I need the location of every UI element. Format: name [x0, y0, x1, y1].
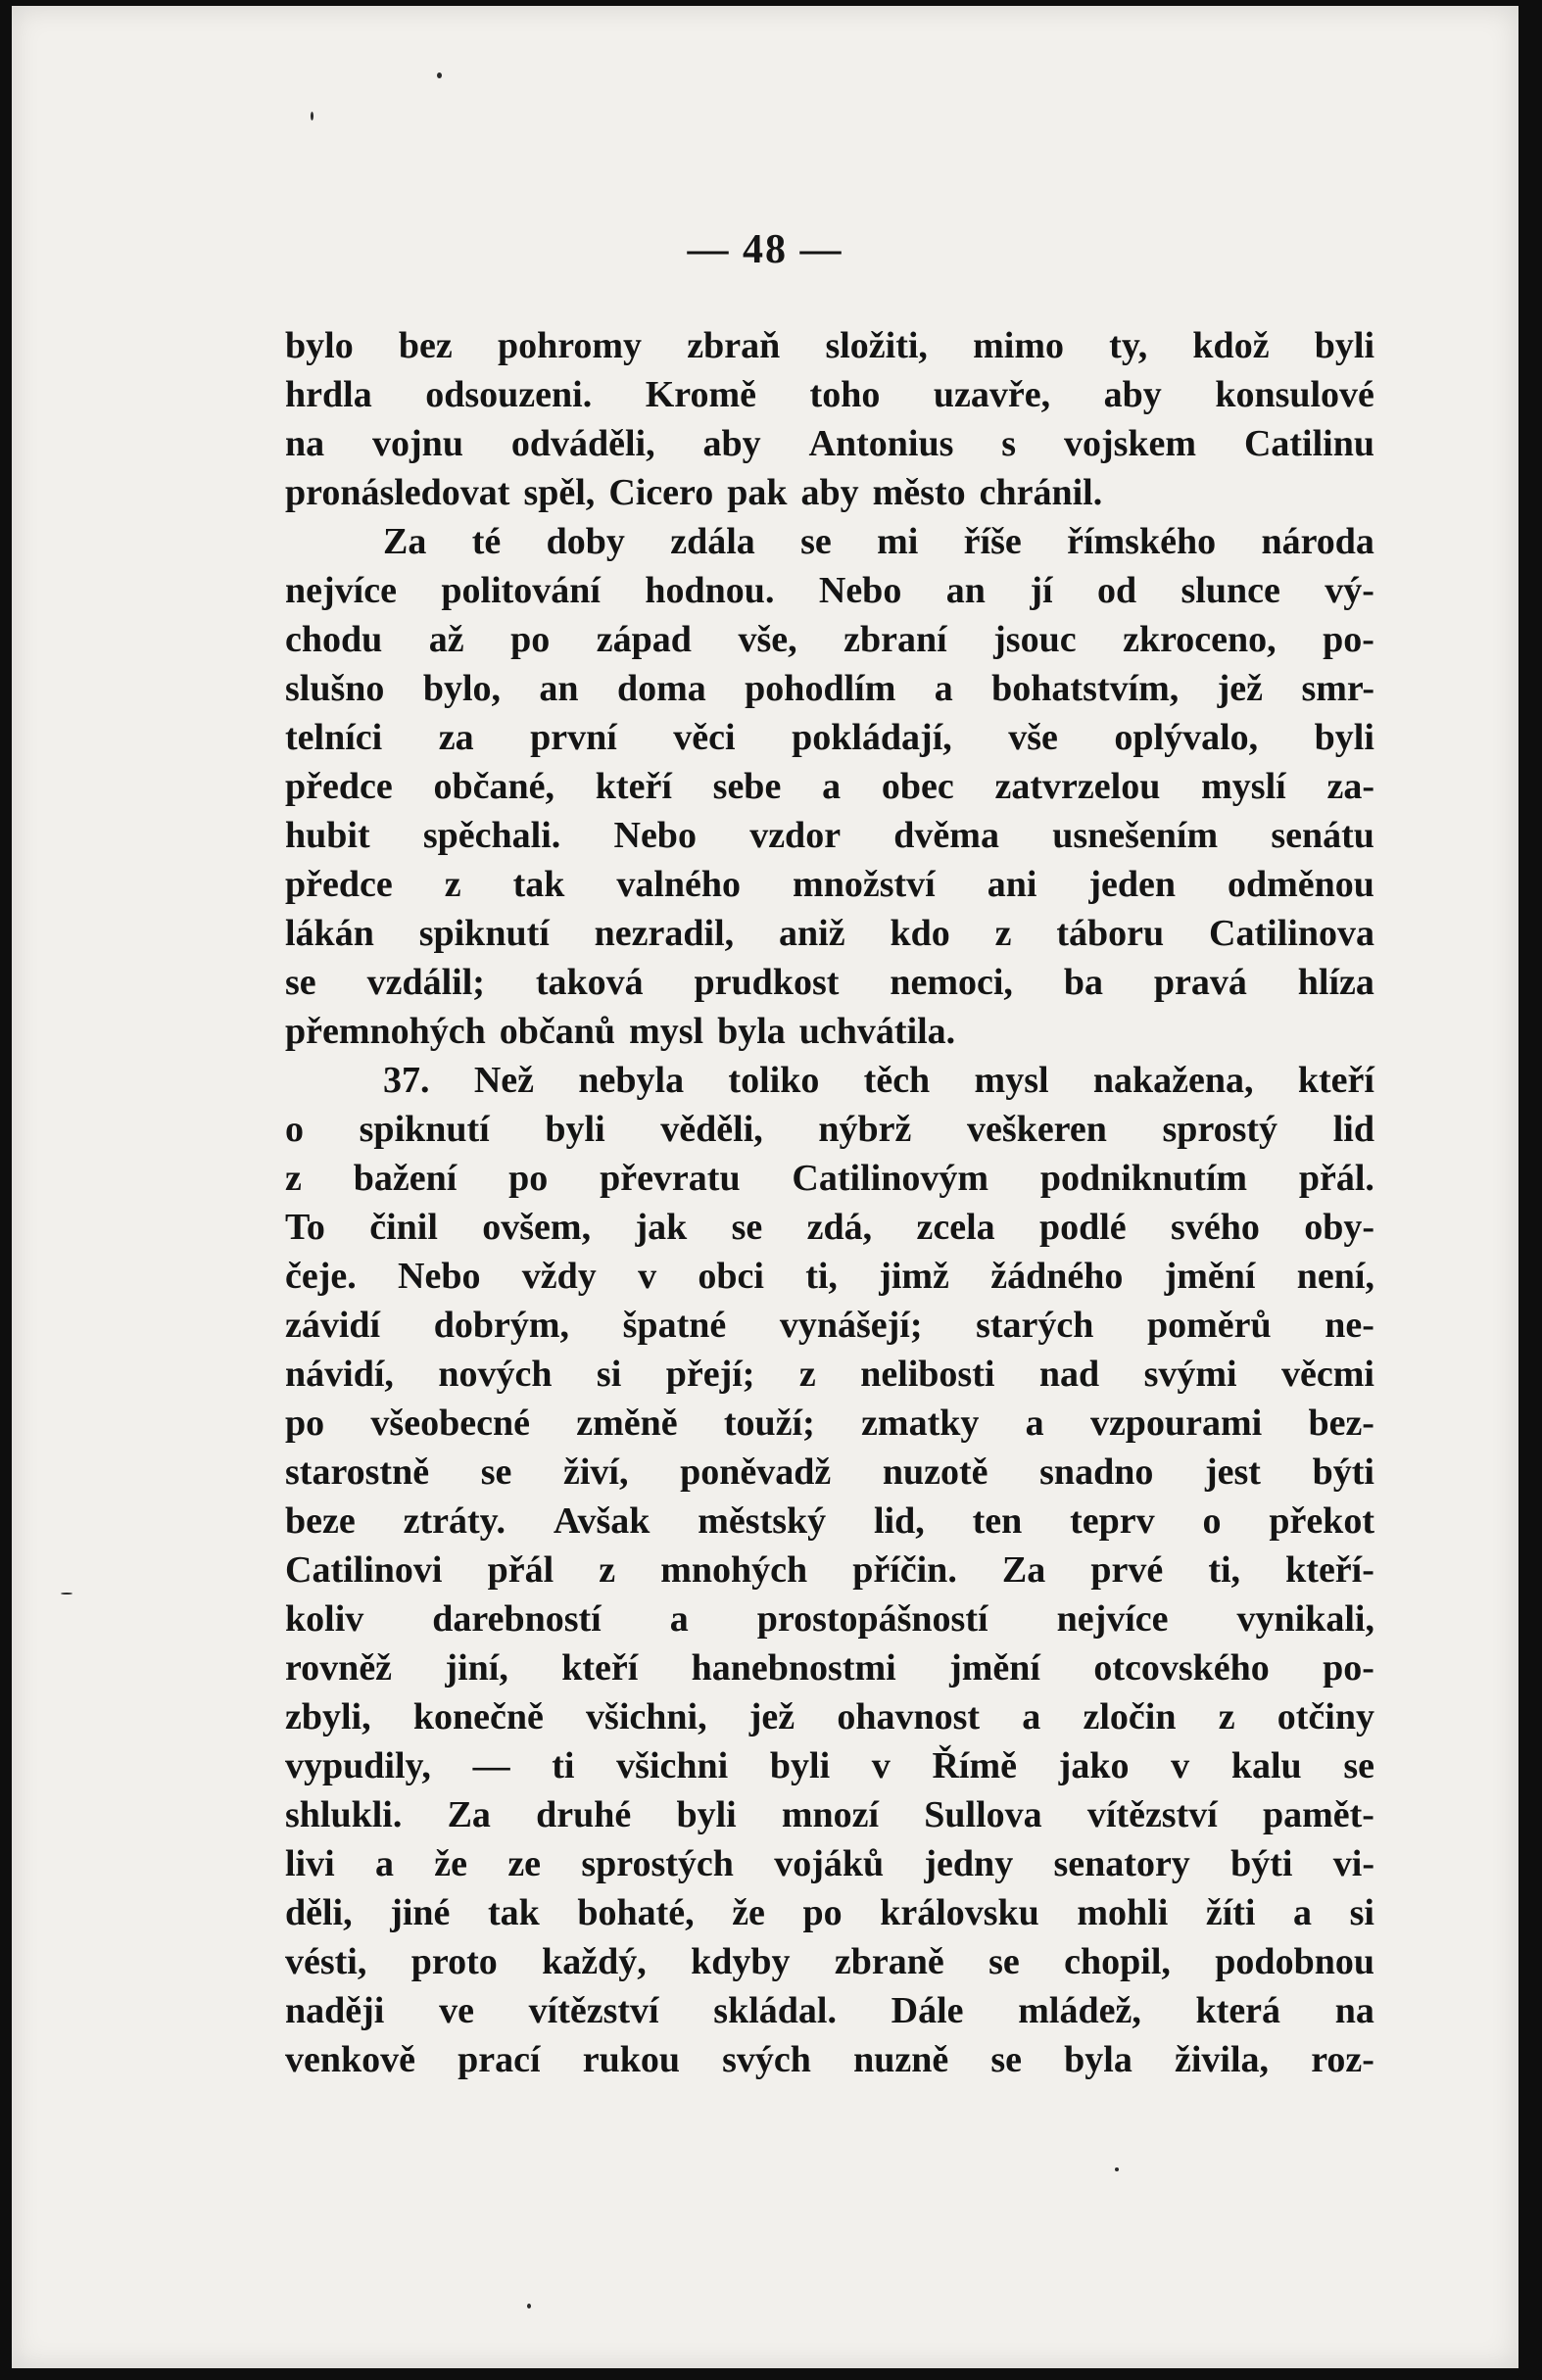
- text-line: lákán spiknutí nezradil, aniž kdo z táboru Catilinova: [285, 913, 1374, 954]
- speck: [61, 1593, 72, 1595]
- text-line: děli, jiné tak bohaté, že po královsku mohli žíti a si: [285, 1892, 1374, 1933]
- text-line: vypudily, — ti všichni byli v Římě jako v kalu se: [285, 1745, 1374, 1786]
- text-line: slušno bylo, an doma pohodlím a bohatstvím, jež smr-: [285, 668, 1374, 709]
- text-line: Za té doby zdála se mi říše římského národa: [383, 521, 1374, 562]
- page-number: — 48 —: [687, 227, 843, 272]
- text-line: po všeobecné změně touží; zmatky a vzpourami bez-: [285, 1403, 1374, 1444]
- text-line: předce občané, kteří sebe a obec zatvrzelou myslí za-: [285, 766, 1374, 807]
- speck: [311, 112, 313, 120]
- text-line: 37. Než nebyla toliko těch mysl nakažena, kteří: [383, 1060, 1374, 1101]
- text-line: návidí, nových si přejí; z nelibosti nad svými věcmi: [285, 1354, 1374, 1395]
- text-line: nejvíce politování hodnou. Nebo an jí od slunce vý-: [285, 570, 1374, 611]
- text-line: telníci za první věci pokládají, vše oplývalo, byli: [285, 717, 1374, 758]
- text-line: koliv darebností a prostopášností nejvíce vynikali,: [285, 1598, 1374, 1640]
- text-line: pronásledovat spěl, Cicero pak aby město chránil.: [285, 472, 1103, 513]
- text-line: starostně se živí, poněvadž nuzotě snadno jest býti: [285, 1452, 1374, 1493]
- text-line: na vojnu odváděli, aby Antonius s vojskem Catilinu: [285, 423, 1374, 464]
- text-line: bylo bez pohromy zbraň složiti, mimo ty, kdož byli: [285, 325, 1374, 366]
- text-line: závidí dobrým, špatné vynášejí; starých poměrů ne-: [285, 1305, 1374, 1346]
- text-line: o spiknutí byli věděli, nýbrž veškeren sprostý lid: [285, 1109, 1374, 1150]
- text-line: Catilinovi přál z mnohých příčin. Za prvé ti, kteří-: [285, 1549, 1374, 1591]
- text-line: naději ve vítězství skládal. Dále mládež, která na: [285, 1990, 1374, 2031]
- text-line: hubit spěchali. Nebo vzdor dvěma usnešením senátu: [285, 815, 1374, 856]
- speck: [437, 72, 442, 78]
- text-line: se vzdálil; taková prudkost nemoci, ba pravá hlíza: [285, 962, 1374, 1003]
- book-page: [12, 6, 1518, 2368]
- text-line: chodu až po západ vše, zbraní jsouc zkroceno, po-: [285, 619, 1374, 660]
- text-line: hrdla odsouzeni. Kromě toho uzavře, aby konsulové: [285, 374, 1374, 415]
- text-line: čeje. Nebo vždy v obci ti, jimž žádného jmění není,: [285, 1256, 1374, 1297]
- body-text: [285, 321, 1374, 2084]
- text-line: shlukli. Za druhé byli mnozí Sullova vítězství pamět-: [285, 1794, 1374, 1835]
- text-line: venkově prací rukou svých nuzně se byla živila, roz-: [285, 2039, 1374, 2080]
- text-line: livi a že ze sprostých vojáků jedny senatory býti vi-: [285, 1843, 1374, 1884]
- text-line: beze ztráty. Avšak městský lid, ten teprv o překot: [285, 1500, 1374, 1542]
- speck: [527, 2304, 531, 2309]
- speck: [1115, 2167, 1119, 2171]
- text-line: z bažení po převratu Catilinovým podniknutím přál.: [285, 1158, 1374, 1199]
- text-line: předce z tak valného množství ani jeden odměnou: [285, 864, 1374, 905]
- text-line: rovněž jiní, kteří hanebnostmi jmění otcovského po-: [285, 1647, 1374, 1689]
- text-line: To činil ovšem, jak se zdá, zcela podlé svého oby-: [285, 1207, 1374, 1248]
- text-line: vésti, proto každý, kdyby zbraně se chopil, podobnou: [285, 1941, 1374, 1982]
- text-line: zbyli, konečně všichni, jež ohavnost a zločin z otčiny: [285, 1696, 1374, 1737]
- text-line: přemnohých občanů mysl byla uchvátila.: [285, 1011, 956, 1052]
